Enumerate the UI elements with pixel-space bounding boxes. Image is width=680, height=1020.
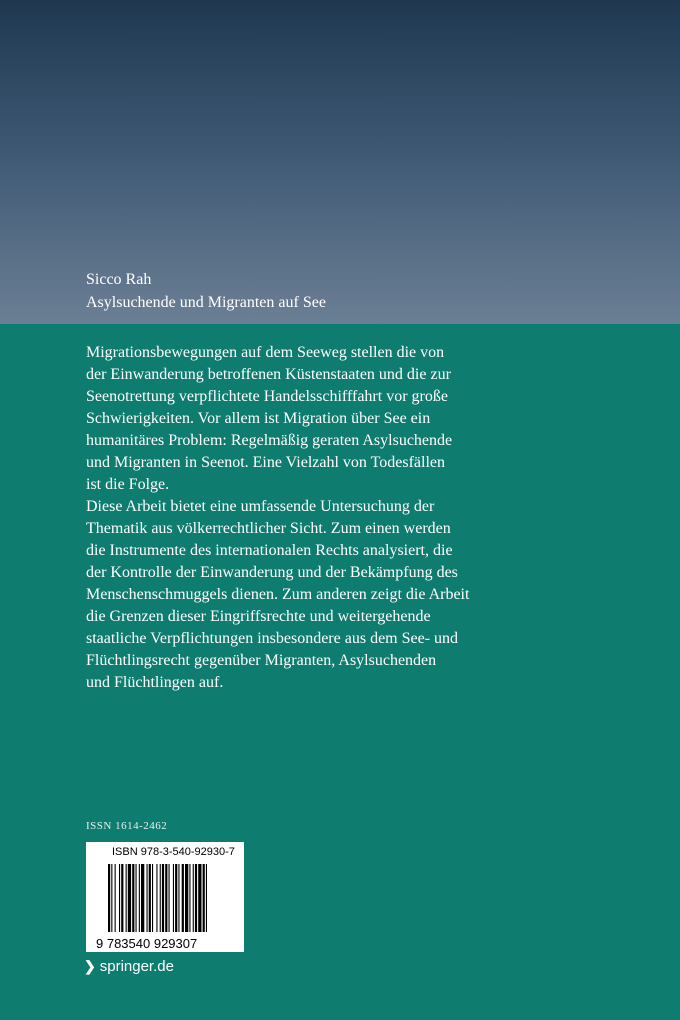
barcode-digits: 9 783540 929307: [96, 936, 198, 951]
barcode-bar: [169, 864, 170, 932]
author-title-block: [86, 268, 326, 314]
book-description: [86, 342, 526, 694]
barcode-bar: [139, 864, 140, 932]
barcode-bar: [165, 864, 167, 932]
barcode-bar: [136, 864, 137, 932]
barcode-bar: [178, 864, 179, 932]
issn-number: ISSN 1614-2462: [86, 820, 168, 832]
barcode-bar: [173, 864, 174, 932]
barcode-bar: [149, 864, 151, 932]
barcode-bar: [175, 864, 177, 932]
barcode-bar: [119, 864, 120, 932]
barcode-bar: [182, 864, 184, 932]
description-paragraph-2: Diese Arbeit bietet eine umfassende Untersuchung der Thematik aus völkerrechtlicher Sicht. Zum einen werden die Instrumente des internationalen Rechts analysiert, die der Kontrolle der Einwanderung und der Bekämpfung des Menschenschmuggels dienen. Zum anderen zeigt die Arbeit die Grenzen dieser Eingriffsrechte und weitergehende staatliche Verpflichtungen insbesondere aus dem See- und Flüchtlingsrecht gegenüber Migranten, Asylsuchenden und Flüchtlingen auf.: [86, 498, 470, 691]
book-title: Asylsuchende und Migranten auf See: [86, 294, 326, 311]
barcode-bar: [115, 864, 116, 932]
barcode-bar: [111, 864, 112, 932]
barcode-bar: [141, 864, 144, 932]
barcode-graphic: [86, 842, 244, 952]
description-paragraph-1: Migrationsbewegungen auf dem Seeweg stellen die von der Einwanderung betroffenen Küstenstaaten und die zur Seenotrettung verpflichtete Handelsschifffahrt vor große Schwierigkeiten. Vor allem ist Migration über See ein humanitäres Problem: Regelmäßig geraten Asylsuchende und Migranten in Seenot. Eine Vielzahl von Todesfällen ist die Folge.: [86, 344, 453, 493]
barcode-bar: [160, 864, 161, 932]
barcode-bar: [198, 864, 201, 932]
barcode-bar: [152, 864, 153, 932]
barcode-bar: [128, 864, 131, 932]
barcode-bar: [193, 864, 194, 932]
barcode-bars: [108, 864, 207, 932]
barcode-bar: [206, 864, 207, 932]
barcode-bar: [121, 864, 123, 932]
barcode-bar: [132, 864, 134, 932]
isbn-text: ISBN 978-3-540-92930-7: [112, 846, 235, 858]
barcode-bar: [156, 864, 157, 932]
publisher-link[interactable]: [84, 958, 174, 975]
barcode-bar: [108, 864, 110, 932]
barcode-bar: [185, 864, 188, 932]
barcode-bar: [203, 864, 205, 932]
chevron-right-icon: ❯: [84, 958, 96, 974]
barcode-bar: [195, 864, 197, 932]
barcode-bar: [162, 864, 164, 932]
isbn-barcode-label: [86, 842, 244, 952]
barcode-bar: [189, 864, 190, 932]
author-name: Sicco Rah: [86, 271, 152, 288]
barcode-bar: [126, 864, 127, 932]
barcode-bar: [147, 864, 148, 932]
publisher-url: springer.de: [99, 958, 174, 975]
